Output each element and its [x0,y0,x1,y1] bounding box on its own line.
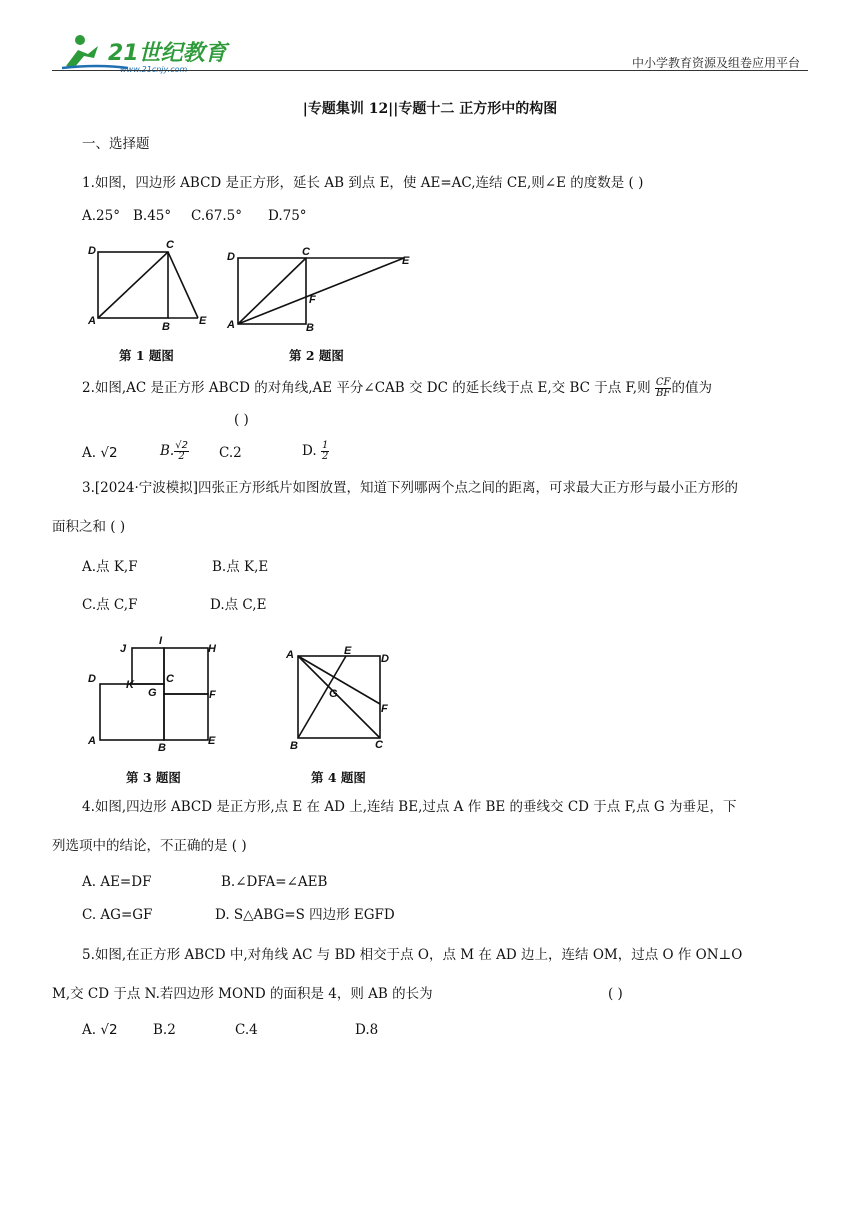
q5-option-c: C.4 [235,1022,258,1038]
q2-stem-b: 的值为 [671,380,712,396]
platform-name: 中小学教育资源及组卷应用平台 [631,56,800,70]
fig2-label-d: D [227,251,235,263]
q4-line1: 4.如图,四边形 ABCD 是正方形,点 E 在 AD 上,连结 BE,过点 A 作 BE 的垂线交 CD 于点 F,点 G 为垂足，下 [82,799,737,815]
q4-option-c: C. AG=GF [82,907,153,923]
q1-stem: 1.如图，四边形 ABCD 是正方形，延长 AB 到点 E，使 AE=AC,连结 CE,则∠E 的度数是 ( ) [82,175,644,191]
fig3-label-e: E [208,735,216,747]
q2-stem-a: 2.如图,AC 是正方形 ABCD 的对角线,AE 平分∠CAB 交 DC 的延长线于点 E,交 BC 于点 F,则 [82,380,651,396]
q4-option-a: A. AE=DF [82,874,152,890]
q1-option-b: B.45° [133,208,172,224]
q2-opt-b-den: 2 [178,451,185,462]
fig2-label-e: E [402,255,410,267]
fig1-label-b: B [162,321,170,333]
q3-option-c: C.点 C,F [82,597,138,613]
fig3-label-j: J [120,643,127,655]
q2-frac-num: CF [655,377,671,388]
section-heading: 一、选择题 [82,136,150,152]
q2-stem-line [82,378,712,399]
fig2-label-f: F [309,294,316,306]
q5-option-b: B.2 [153,1022,176,1038]
q5-option-a [82,1024,118,1038]
q5-line1: 5.如图,在正方形 ABCD 中,对角线 AC 与 BD 相交于点 O，点 M 在 AD 边上，连结 OM，过点 O 作 ON⊥O [82,947,743,963]
q3-line1: 3.[2024·宁波模拟]四张正方形纸片如图放置，知道下列哪两个点之间的距离，可求最大正方形与最小正方形的 [82,480,739,496]
q5-option-d: D.8 [355,1022,379,1038]
q2-opt-d-num: 1 [321,440,329,451]
q2-paren: ( ) [234,412,249,428]
fig4-label-g: G [329,688,338,700]
fig4-label-d: D [381,653,389,665]
fig3-label-i: I [159,635,163,647]
figure-3 [84,632,234,752]
q2-opt-d-label: D. [302,443,317,459]
q2-opt-a-label: A. [82,445,97,461]
fig3-label-d: D [88,673,96,685]
q2-opt-b-label: B. [160,443,175,459]
page-title: |专题集训 12||专题十二 正方形中的构图 [302,101,558,117]
fig1-label-e: E [199,315,207,327]
fig2-label-c: C [302,246,310,258]
fig3-label-c: C [166,673,174,685]
caption-fig3: 第 3 题图 [126,770,181,785]
q2-opt-d-den: 2 [321,451,329,462]
q4-line2: 列选项中的结论，不正确的是 ( ) [52,838,247,854]
site-logo [58,28,248,74]
q2-fraction [655,378,672,399]
logo-url: www.21cnjy.com [120,65,188,74]
figure-2 [224,240,424,336]
q2-option-a [82,447,118,461]
fig3-label-h: H [208,643,216,655]
q3-line2: 面积之和 ( ) [52,519,126,535]
fig4-label-e: E [344,645,352,657]
q2-opt-a-value: √2 [100,445,118,461]
q1-option-a: A.25° [82,208,120,224]
q5-opt-a-value: √2 [100,1022,118,1038]
fig3-label-g: G [148,687,157,699]
q2-frac-den: BF [656,388,671,399]
q2-opt-b-num: √2 [175,440,188,451]
fig1-label-c: C [166,239,174,251]
fig3-label-k: K [126,679,134,691]
q2-opt-b-frac [174,441,189,462]
q2-option-b [160,441,189,462]
q3-option-b: B.点 K,E [212,559,269,575]
q5-opt-a-label: A. [82,1022,97,1038]
q4-option-b: B.∠DFA=∠AEB [221,874,328,890]
figure-4 [284,640,404,752]
fig1-label-d: D [88,245,96,257]
q2-option-d [302,441,329,462]
fig1-label-a: A [88,315,96,327]
logo-graphic [58,28,248,74]
fig4-label-f: F [381,703,388,715]
q1-option-d: D.75° [268,208,307,224]
caption-fig2: 第 2 题图 [289,348,344,363]
fig4-label-b: B [290,740,298,752]
caption-fig4: 第 4 题图 [311,770,366,785]
q1-option-c: C.67.5° [191,208,242,224]
fig3-label-a: A [88,735,96,747]
figure-1 [84,236,214,336]
q5-line2: M,交 CD 于点 N.若四边形 MOND 的面积是 4，则 AB 的长为 [52,986,433,1002]
q5-paren: ( ) [608,986,623,1002]
caption-fig1: 第 1 题图 [119,348,174,363]
fig3-label-f: F [209,689,216,701]
q4-option-d: D. S△ABG=S 四边形 EGFD [215,907,395,923]
fig4-label-a: A [286,649,294,661]
header-rule [52,70,808,71]
q2-option-c: C.2 [219,445,242,461]
q3-option-a: A.点 K,F [82,559,138,575]
fig3-label-b: B [158,742,166,752]
logo-text: 21世纪教育 [108,41,227,66]
q3-option-d: D.点 C,E [210,597,267,613]
fig4-label-c: C [375,739,383,751]
fig2-label-a: A [227,319,235,331]
q2-opt-d-frac [321,441,329,462]
fig2-label-b: B [306,322,314,334]
